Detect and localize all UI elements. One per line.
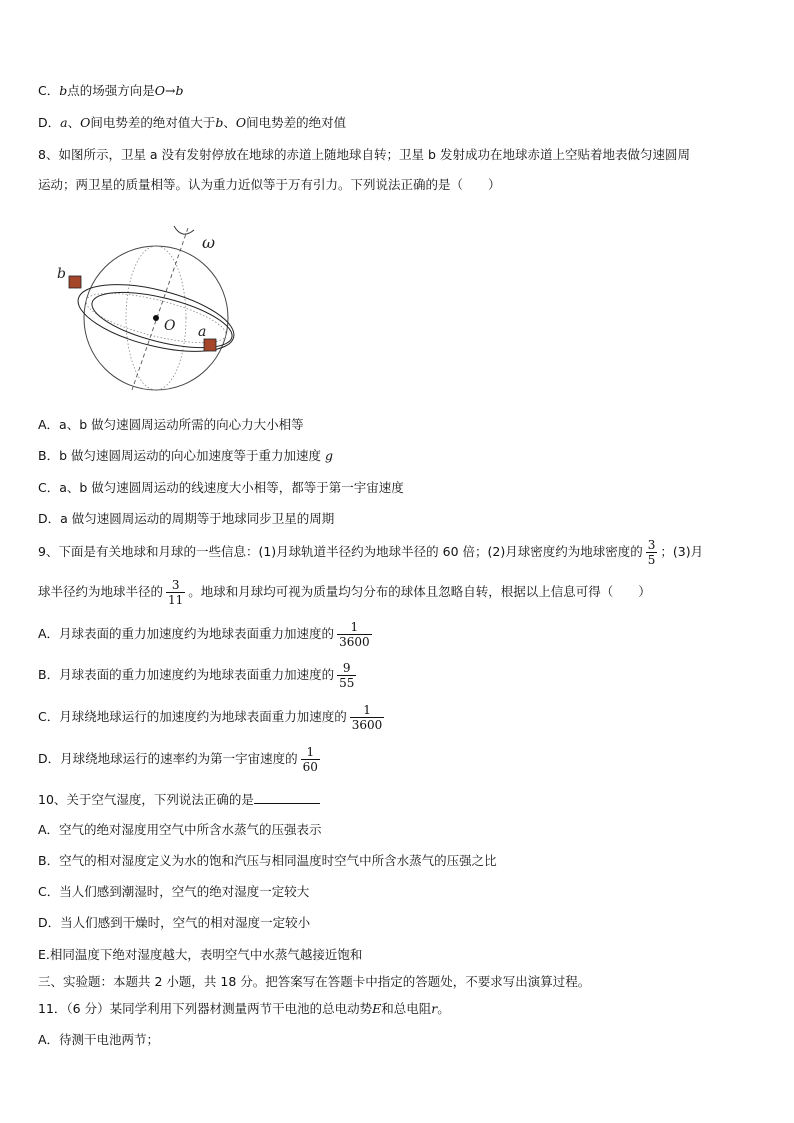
q8-option-b xyxy=(38,447,333,465)
numerator: 1 xyxy=(363,703,371,717)
q8-option-a: A．a、b 做匀速圆周运动所需的向心力大小相等 xyxy=(38,417,304,432)
fraction xyxy=(646,538,658,567)
var-direction: O→b xyxy=(154,83,184,98)
q10-option-e: E.相同温度下绝对湿度越大，表明空气中水蒸气越接近饱和 xyxy=(38,947,363,962)
option-text: 点的场强方向是 xyxy=(67,83,155,98)
denominator: 55 xyxy=(339,676,355,690)
option-text: A．月球表面的重力加速度约为地球表面重力加速度的 xyxy=(38,626,335,641)
q8-stem-line2: 运动；两卫星的质量相等。认为重力近似等于万有引力。下列说法正确的是（ ） xyxy=(38,177,501,192)
section-heading: 三、实验题：本题共 2 小题，共 18 分。把答案写在答题卡中指定的答题处，不要求写出演算过程。 xyxy=(38,974,591,989)
q9-option-b xyxy=(38,661,359,690)
q7-option-d xyxy=(38,114,346,132)
option-text: B．b 做匀速圆周运动的向心加速度等于重力加速度 xyxy=(38,448,325,463)
rotation-axis xyxy=(132,228,188,390)
q11-stem xyxy=(38,1000,450,1018)
stem-text: 11．（6 分）某同学利用下列器材测量两节干电池的总电动势 xyxy=(38,1001,373,1016)
q9-option-d xyxy=(38,745,323,774)
stem-text: 球半径约为地球半径的 xyxy=(38,584,164,599)
label-a: a xyxy=(198,324,207,340)
rotation-arrow xyxy=(174,226,194,234)
var-a: a xyxy=(60,115,68,130)
option-text: 间电势差的绝对值大于 xyxy=(90,115,216,130)
q9-option-a xyxy=(38,620,375,649)
option-text: C．月球绕地球运行的加速度约为地球表面重力加速度的 xyxy=(38,709,347,724)
satellite-a xyxy=(204,339,216,351)
fraction xyxy=(301,745,320,774)
denominator: 11 xyxy=(168,593,184,607)
label-omega: ω xyxy=(202,233,216,252)
q9-option-c xyxy=(38,703,387,732)
option-text: B．月球表面的重力加速度约为地球表面重力加速度的 xyxy=(38,667,335,682)
label-b: b xyxy=(57,266,66,282)
numerator: 1 xyxy=(350,620,359,634)
var-O: O xyxy=(80,115,91,130)
stem-text: 10、关于空气湿度，下列说法正确的是 xyxy=(38,792,254,807)
q9-stem-line1 xyxy=(38,538,703,567)
q8-option-d: D．a 做匀速圆周运动的周期等于地球同步卫星的周期 xyxy=(38,511,335,526)
separator: 、 xyxy=(67,115,81,130)
satellite-orbit-figure xyxy=(52,218,252,398)
option-prefix: C． xyxy=(38,83,60,98)
option-prefix: D． xyxy=(38,115,61,130)
var-r: r xyxy=(431,1001,438,1016)
var-E: E xyxy=(372,1001,382,1016)
numerator: 3 xyxy=(647,538,656,552)
denominator: 3600 xyxy=(351,718,383,732)
q11-option-a: A．待测干电池两节； xyxy=(38,1032,160,1047)
q10-option-a: A．空气的绝对湿度用空气中所含水蒸气的压强表示 xyxy=(38,822,322,837)
stem-text: 和总电阻 xyxy=(381,1001,432,1016)
stem-text: 。地球和月球均可视为质量均匀分布的球体且忽略自转，根据以上信息可得（ ） xyxy=(188,584,651,599)
q8-stem-line1: 8、如图所示，卫星 a 没有发射停放在地球的赤道上随地球自转；卫星 b 发射成功在地球赤道上空贴着地表做匀速圆周 xyxy=(38,147,690,162)
option-text: 间电势差的绝对值 xyxy=(246,115,347,130)
numerator: 1 xyxy=(306,745,315,759)
fraction xyxy=(337,661,356,690)
stem-text: 9、下面是有关地球和月球的一些信息：(1)月球轨道半径约为地球半径的 60 倍；(2)月球密度约为地球密度的 xyxy=(38,544,643,559)
fraction xyxy=(337,620,372,649)
q10-stem xyxy=(38,790,320,809)
fraction xyxy=(166,578,185,607)
var-O: O xyxy=(235,115,247,130)
denominator: 3600 xyxy=(339,635,370,649)
denominator: 5 xyxy=(647,553,656,567)
answer-blank xyxy=(254,790,320,804)
stem-text: 。 xyxy=(437,1001,450,1016)
var-g: g xyxy=(324,448,333,463)
q8-option-c: C．a、b 做匀速圆周运动的线速度大小相等，都等于第一宇宙速度 xyxy=(38,480,404,495)
q7-option-c xyxy=(38,82,184,100)
var-b: b xyxy=(59,83,68,98)
numerator: 9 xyxy=(342,661,351,675)
center-dot xyxy=(153,315,159,321)
var-b: b xyxy=(215,115,224,130)
satellite-b xyxy=(69,276,81,288)
q10-option-c: C．当人们感到潮湿时，空气的绝对湿度一定较大 xyxy=(38,884,310,899)
stem-text: ；(3)月 xyxy=(660,544,704,559)
numerator: 3 xyxy=(171,578,180,592)
q10-option-b: B．空气的相对湿度定义为水的饱和汽压与相同温度时空气中所含水蒸气的压强之比 xyxy=(38,853,497,868)
fraction xyxy=(350,703,385,732)
label-O: O xyxy=(164,318,176,334)
q9-stem-line2 xyxy=(38,578,651,607)
option-text: D．月球绕地球运行的速率约为第一宇宙速度的 xyxy=(38,751,298,766)
denominator: 60 xyxy=(302,760,318,774)
separator: 、 xyxy=(223,115,236,130)
q10-option-d: D．当人们感到干燥时，空气的相对湿度一定较小 xyxy=(38,915,311,930)
